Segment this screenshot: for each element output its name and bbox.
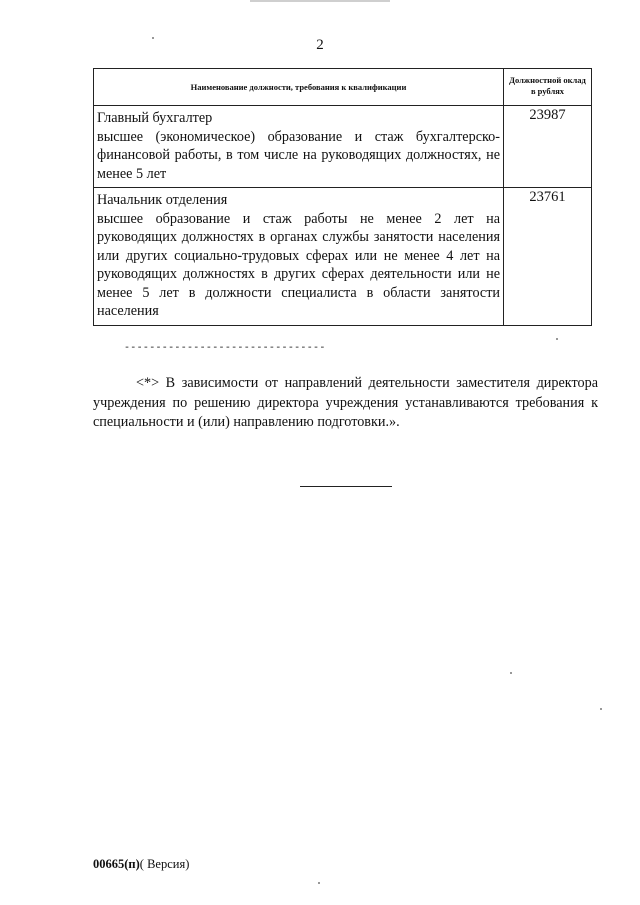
scan-speck	[152, 37, 154, 39]
end-divider	[300, 486, 392, 487]
table-row	[94, 105, 591, 187]
scan-speck	[600, 708, 602, 710]
position-requirements: высшее образование и стаж работы не менее 2 лет на руководящих должностях в органах службы занятости населения или других социально-трудовых сферах или не менее 4 лет на руководящих должностях в других сферах деятельности или не менее 5 лет в должности специалиста в области занятости населения	[97, 210, 500, 319]
position-requirements: высшее (экономическое) образование и стаж бухгалтерско-финансовой работы, в том числе на руководящих должностях, не менее 5 лет	[97, 128, 500, 182]
position-title: Главный бухгалтер	[97, 110, 213, 126]
header-salary: Должностной оклад в рублях	[509, 75, 586, 96]
salary-value: 23987	[529, 107, 566, 123]
salary-value: 23761	[529, 189, 566, 205]
table-header-row	[94, 69, 591, 105]
position-cell	[94, 106, 504, 187]
scan-edge-artifact	[250, 0, 390, 2]
scan-speck	[510, 672, 512, 674]
positions-table	[93, 68, 592, 326]
header-position-name: Наименование должности, требования к квалификации	[94, 69, 504, 105]
footnote-text: <*> В зависимости от направлений деятельности заместителя директора учреждения по решению директора учреждения устанавливаются требования к специальности и (или) направлению подготовки.».	[93, 375, 598, 430]
document-code-version: ( Версия)	[139, 857, 190, 871]
scan-speck	[318, 882, 320, 884]
position-cell	[94, 188, 504, 325]
position-title: Начальник отделения	[97, 192, 228, 208]
page-number: 2	[316, 37, 324, 53]
document-code-number: 00665(п)	[93, 857, 140, 871]
document-code	[93, 857, 189, 872]
table-row	[94, 187, 591, 325]
scan-speck	[556, 338, 558, 340]
footnote-separator: --------------------------------	[124, 343, 326, 354]
